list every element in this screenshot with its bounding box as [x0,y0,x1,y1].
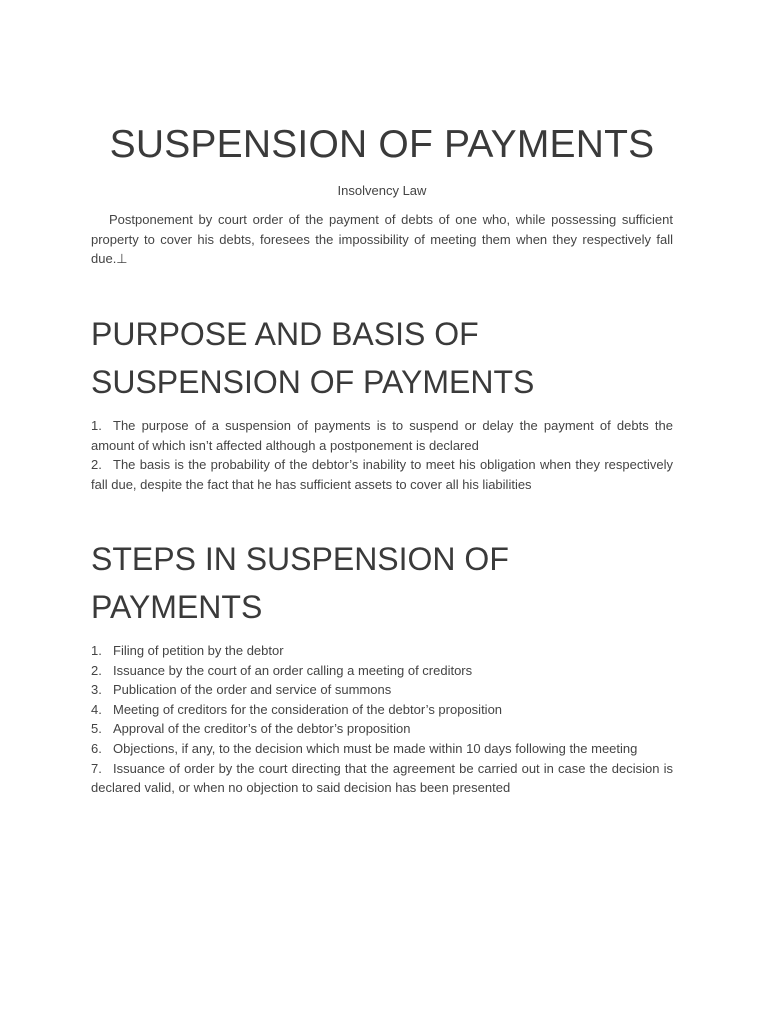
document-subtitle: Insolvency Law [337,183,427,198]
steps-list [91,641,673,798]
purpose-list [91,416,673,494]
list-item [91,641,673,661]
section-heading-steps: STEPS IN SUSPENSION OF PAYMENTS [91,541,509,625]
list-item [91,739,673,759]
list-item [91,719,673,739]
list-item-number: 3. [91,682,102,698]
list-item [91,661,673,681]
list-item-text: The basis is the probability of the debtor’s inability to meet his obligation when they respectively fall due, despite the fact that he has sufficient assets to cover all his liabilities [91,457,673,492]
list-item-number: 1. [91,643,102,658]
list-item-number: 7. [91,760,102,776]
list-item-text: Meeting of creditors for the consideration of the debtor’s proposition [113,701,503,717]
list-item [91,416,673,455]
intro-paragraph: Postponement by court order of the payment of debts of one who, while possessing sufficient property to cover his debts, foresees the impossibility of meeting them when they respectively fall due.⊥ [91,212,673,267]
list-item-number: 5. [91,721,102,737]
list-item-number: 1. [91,418,102,433]
list-item-text: Approval of the creditor’s of the debtor’s proposition [113,721,411,737]
list-item-text: Issuance of order by the court directing that the agreement be carried out in case the decision is declared valid, or when no objection to said decision has been presented [91,760,673,796]
list-item-text: Objections, if any, to the decision which must be made within 10 days following the meeting [113,740,638,756]
list-item-text: Publication of the order and service of summons [113,682,392,698]
list-item-text: Issuance by the court of an order calling a meeting of creditors [113,662,473,678]
list-item-number: 2. [91,457,102,473]
list-item-number: 2. [91,662,102,678]
list-item-text: The purpose of a suspension of payments is to suspend or delay the payment of debts the amount of which isn’t affected although a postponement is declared [91,418,673,453]
list-item [91,700,673,720]
list-item [91,759,673,798]
list-item-number: 6. [91,740,102,756]
section-heading-purpose: PURPOSE AND BASIS OF SUSPENSION OF PAYMENTS [91,316,535,400]
list-item-number: 4. [91,701,102,717]
list-item-text: Filing of petition by the debtor [113,643,284,658]
document-title: SUSPENSION OF PAYMENTS [109,123,655,166]
list-item [91,680,673,700]
list-item [91,455,673,494]
